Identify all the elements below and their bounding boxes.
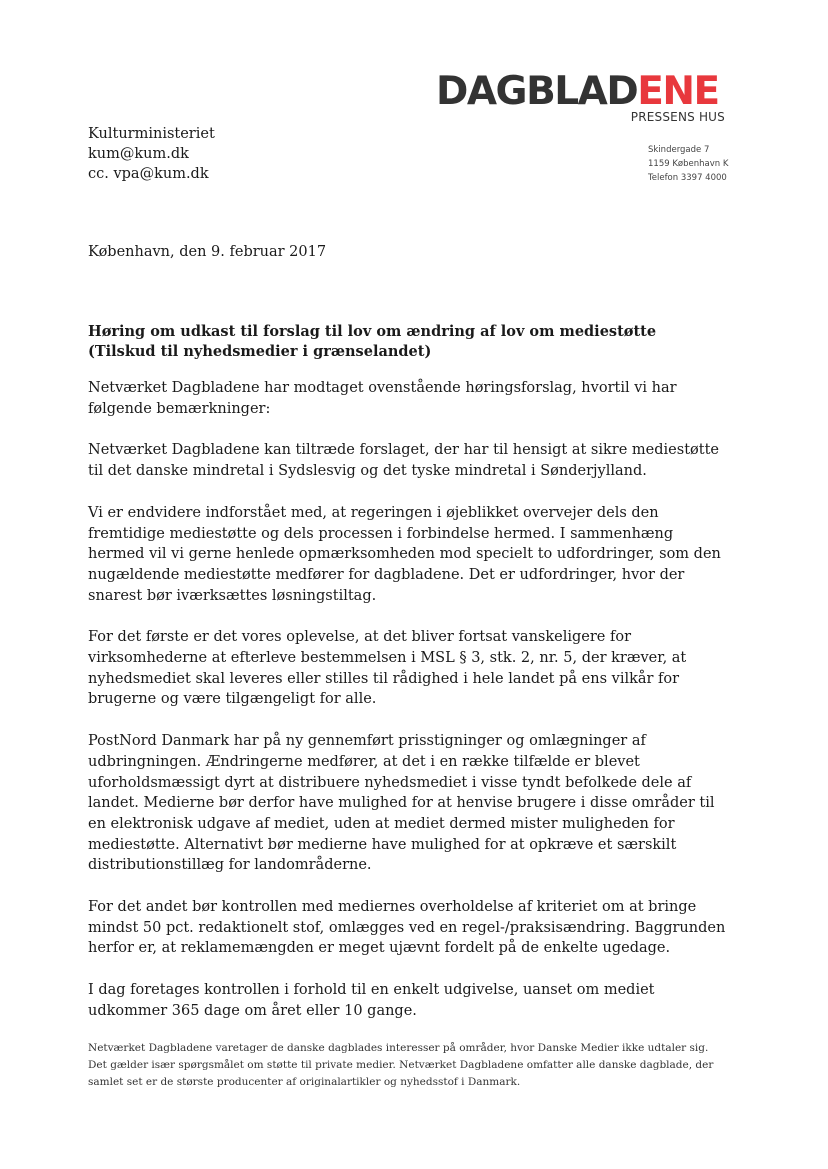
letter-body: [88, 378, 728, 1043]
recipient-cc: cc. vpa@kum.dk: [88, 166, 209, 182]
logo-subtitle: PRESSENS HUS: [630, 110, 725, 124]
logo-accent-text: ENE: [637, 69, 719, 114]
paragraph: PostNord Danmark har på ny gennemført prisstigninger og omlægninger af udbringningen. Ændringerne medfører, at det i en række tilfælde er blevet uforholdsmæssigt dyrt at distribuere nyhedsmediet i visse tyndt befolkede dele af landet. Medierne bør derfor have mulighed for at henvise brugere i disse områder til en elektronisk udgave af mediet, uden at mediet dermed mister muligheden for mediestøtte. Alternativt bør medierne have mulighed for at opkræve et særskilt distributionstillæg for landområderne.: [88, 733, 715, 874]
dagbladene-logo: [436, 69, 728, 114]
letter-subject: Høring om udkast til forslag til lov om ændring af lov om mediestøtte (Tilskud til nyhedsmedier i grænselandet): [88, 323, 657, 360]
sender-street: Skindergade 7: [648, 145, 710, 155]
recipient-email: kum@kum.dk: [88, 146, 189, 162]
footer-note: Netværket Dagbladene varetager de danske dagblades interesser på områder, hvor Danske Medier ikke udtaler sig. Det gælder især spørgsmålet om støtte til private medier. Netværket Dagbladene omfatter alle danske dagblade, der samlet set er de største producenter af originalartikler og nyhedsstof i Danmark.: [88, 1042, 714, 1088]
recipient-block: [88, 124, 215, 184]
sender-address: [648, 143, 728, 185]
sender-city: 1159 København K: [648, 159, 729, 169]
date-line: København, den 9. februar 2017: [88, 244, 327, 260]
sender-phone: Telefon 3397 4000: [648, 173, 727, 183]
paragraph: Vi er endvidere indforstået med, at regeringen i øjeblikket overvejer dels den fremtidige mediestøtte og dels processen i forbindelse hermed. I sammenhæng hermed vil vi gerne henlede opmærksomheden mod specielt to udfordringer, som den nugældende mediestøtte medfører for dagbladene. Det er udfordringer, hvor der snarest bør iværksættes løsningstiltag.: [88, 504, 721, 604]
logo-main-text: DAGBLAD: [436, 69, 638, 114]
paragraph: Netværket Dagbladene kan tiltræde forslaget, der har til hensigt at sikre mediestøtte til det danske mindretal i Sydslesvig og det tyske mindretal i Sønderjylland.: [88, 442, 719, 480]
paragraph: For det andet bør kontrollen med mediernes overholdelse af kriteriet om at bringe mindst 50 pct. redaktionelt stof, omlægges ved en regel-/praksisændring. Baggrunden herfor er, at reklamemængden er meget ujævnt fordelt på de enkelte ugedage.: [88, 899, 726, 957]
paragraph: I dag foretages kontrollen i forhold til en enkelt udgivelse, uanset om mediet udkommer 365 dage om året eller 10 gange.: [88, 982, 655, 1019]
recipient-name: Kulturministeriet: [88, 126, 215, 142]
paragraph: For det første er det vores oplevelse, at det bliver fortsat vanskeligere for virksomhederne at efterleve bestemmelsen i MSL § 3, stk. 2, nr. 5, der kræver, at nyhedsmediet skal leveres eller stilles til rådighed i hele landet på ens vilkår for brugerne og være tilgængeligt for alle.: [88, 629, 687, 708]
paragraph: Netværket Dagbladene har modtaget ovenstående høringsforslag, hvortil vi har følgende bemærkninger:: [88, 380, 677, 417]
